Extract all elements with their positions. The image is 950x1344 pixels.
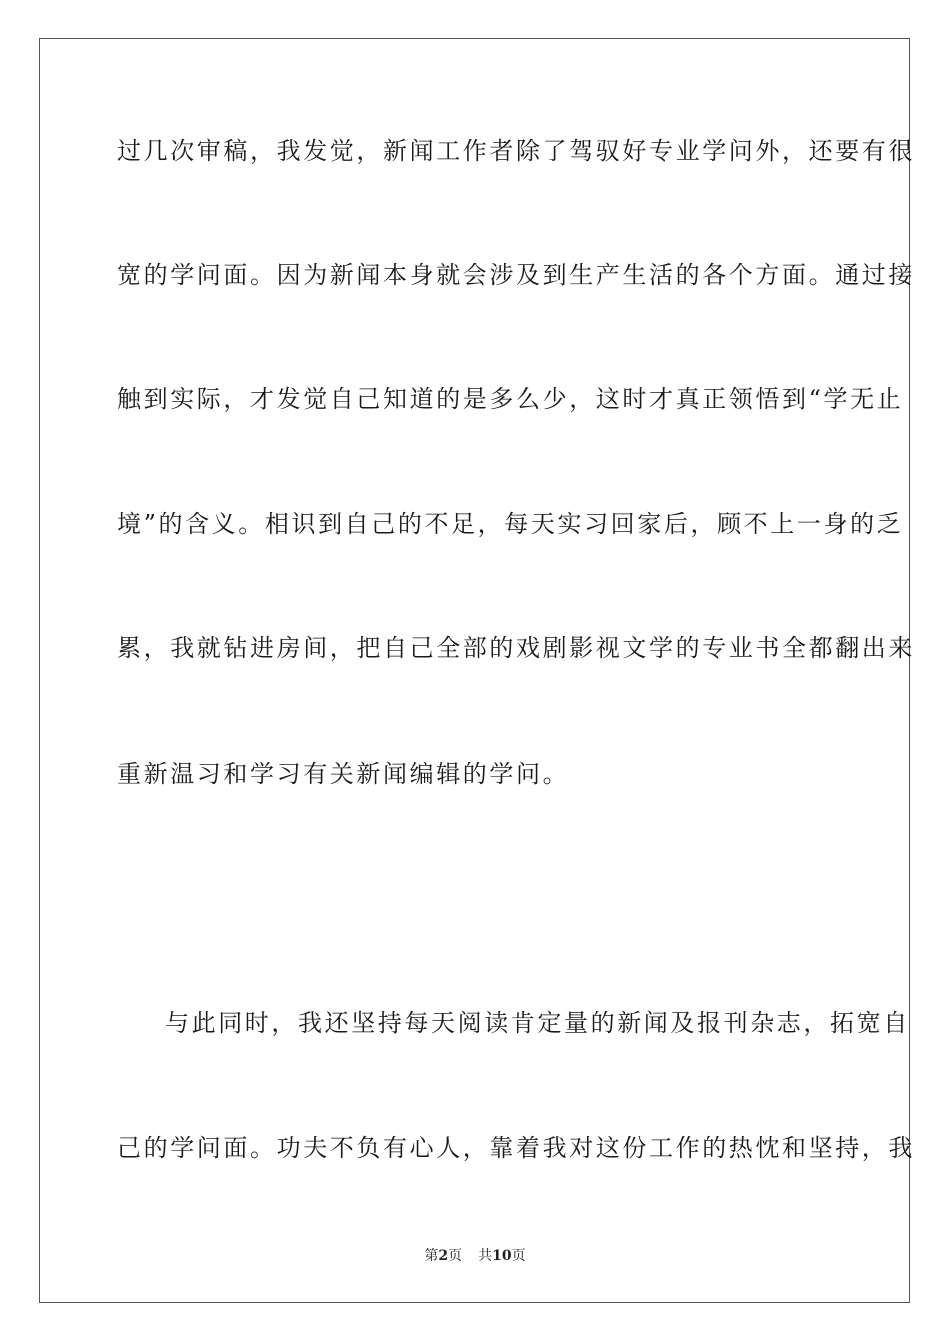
total-pages: 10 bbox=[492, 1248, 512, 1264]
page-prefix: 第 bbox=[424, 1248, 439, 1264]
text-line: 重新温习和学习有关新闻编辑的学问。 bbox=[117, 760, 570, 788]
text-line: 与此同时，我还坚持每天阅读肯定量的新闻及报刊杂志，拓宽自 bbox=[165, 1009, 910, 1037]
text-line: 己的学问面。功夫不负有心人，靠着我对这份工作的热忱和坚持，我 bbox=[117, 1134, 915, 1162]
text-line: 触到实际，才发觉自己知道的是多么少，这时才真正领悟到“学无止 bbox=[117, 385, 904, 413]
total-prefix: 共 bbox=[478, 1248, 493, 1264]
text-line: 累，我就钻进房间，把自己全部的戏剧影视文学的专业书全都翻出来 bbox=[117, 634, 915, 662]
page-number: 2 bbox=[438, 1248, 449, 1264]
page-border bbox=[39, 38, 915, 1303]
text-line: 宽的学问面。因为新闻本身就会涉及到生产生活的各个方面。通过接 bbox=[117, 261, 915, 289]
text-line: 过几次审稿，我发觉，新闻工作者除了驾驭好专业学问外，还要有很 bbox=[117, 137, 915, 165]
page-suffix: 页 bbox=[448, 1248, 463, 1264]
total-suffix: 页 bbox=[511, 1248, 526, 1264]
page-footer bbox=[0, 1247, 950, 1265]
text-line: 境”的含义。相识到自己的不足，每天实习回家后，顾不上一身的乏 bbox=[117, 510, 904, 538]
